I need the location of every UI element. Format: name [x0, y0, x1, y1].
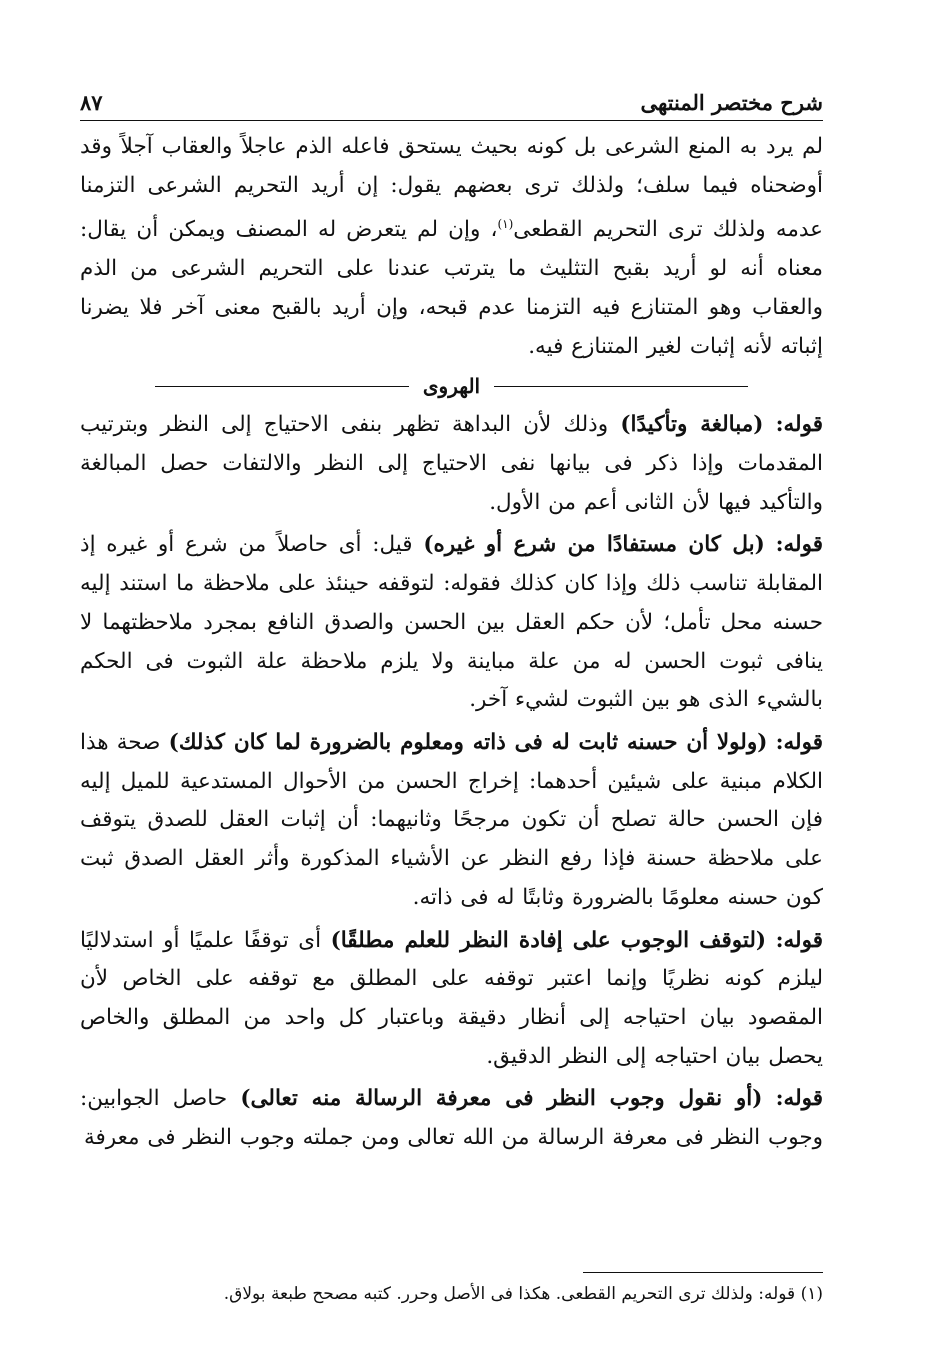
- footnote: (١) قوله: ولذلك ترى التحريم القطعى. هكذا فى الأصل وحرر. كتبه مصحح طبعة بولاق.: [223, 1284, 823, 1304]
- gloss-lead: قوله:: [775, 927, 823, 953]
- section-divider: [80, 366, 823, 406]
- footnote-rule: [583, 1272, 823, 1273]
- gloss-quote: (ولولا أن حسنه ثابت له فى ذاته ومعلوم بالضرورة لما كان كذلك): [168, 730, 768, 755]
- gloss-quote: (أو نقول وجوب النظر فى معرفة الرسالة منه تعالى): [240, 1086, 763, 1112]
- gloss-quote: (مبالغة وتأكيدًا): [620, 412, 764, 438]
- gloss-paragraph: [80, 724, 823, 918]
- page-number: ٨٧: [80, 90, 103, 115]
- commentary-text: لم يرد به المنع الشرعى بل كونه بحيث يستحق فاعله الذم عاجلاً والعقاب آجلاً وقد أوضحناه فيما سلف؛ ولذلك ترى بعضهم يقول: إن أريد التحريم الشرعى التزمنا عدمه ولذلك ترى التحريم القطعى: [80, 134, 824, 243]
- gloss-paragraph: [80, 922, 823, 1077]
- gloss-text: صحة هذا الكلام مبنية على شيئين أحدهما: إخراج الحسن من الأحوال المستدعية للميل إليه فإن الحسن حالة تصلح أن تكون مرجحًا وثانيهما: أن إثبات العقل للصدق يتوقف على ملاحظة حسنة فإذا رفع النظر عن الأشياء المذكورة وأثر العقل الصدق ثبت كون حسنه معلومًا بالضرورة وثابتًا له فى ذاته.: [80, 730, 823, 910]
- running-header: [80, 82, 823, 118]
- gloss-quote: (لتوقف الوجوب على إفادة النظر للعلم مطلقًا): [330, 927, 767, 953]
- gloss-lead: قوله:: [775, 532, 823, 558]
- gloss-text: أى توقفًا علميًا أو استدلاليًا ليلزم كونه نظريًا وإنما اعتبر توقفه على المطلق مع توقفه على الخاص لأن المقصود بيان احتياجه إلى أنظار دقيقة وباعتبار كل واحد من المطلق والخاص يحصل بيان احتياجه إلى النظر الدقيق.: [80, 927, 823, 1069]
- gloss-paragraph: [80, 406, 823, 522]
- commentary-section: [80, 128, 823, 366]
- gloss-quote: (بل كان مستفادًا من شرع أو غيره): [423, 532, 765, 558]
- gloss-section: [80, 406, 823, 1157]
- book-title: شرح مختصر المنتهى: [640, 90, 823, 115]
- commentary-paragraph: [80, 128, 823, 366]
- gloss-lead: قوله:: [775, 412, 823, 438]
- divider-label: الهروى: [422, 374, 481, 399]
- gloss-lead: قوله:: [775, 1086, 824, 1112]
- header-rule: [80, 120, 823, 121]
- divider-line-right: [494, 386, 748, 387]
- gloss-text: وذلك لأن البداهة تظهر بنفى الاحتياج إلى النظر وبترتيب المقدمات وإذا ذكر فى بيانها نفى الاحتياج إلى النظر والالتفات حصل المبالغة والتأكيد فيها لأن الثانى أعم من الأول.: [80, 412, 823, 515]
- commentary-text-continued: ، وإن لم يتعرض له المصنف ويمكن أن يقال: معناه أنه لو أريد بقبح التثليث ما يترتب عندنا على التحريم الشرعى من الذم والعقاب وهو المتنازع فيه التزمنا عدم قبحه، وإن أريد بالقبح معنى آخر فلا يضرنا إثباته لأنه إثبات لغير المتنازع فيه.: [80, 217, 823, 359]
- gloss-lead: قوله:: [775, 730, 823, 755]
- footnote-reference[interactable]: (١): [497, 217, 514, 232]
- gloss-paragraph: [80, 526, 823, 720]
- gloss-text: حاصل الجوابين: وجوب النظر فى معرفة الرسالة من الله تعالى ومن جملته وجوب النظر فى معرفة: [80, 1086, 823, 1151]
- divider-line-left: [155, 386, 409, 387]
- gloss-text: قيل: أى حاصلاً من شرع أو غيره إذ المقابلة تناسب ذلك وإذا كان كذلك فقوله: لتوقفه حينئذ على ملاحظة ما استند إليه حسنه محل تأمل؛ لأن حكم العقل بين الحسن والصدق النافع بمجرد ملاحظتهما لا ينافى ثبوت الحسن له من علة مباينة ولا يلزم ملاحظة علة الثبوت فى الحكم بالشيء الذى هو بين الثبوت لشيء آخر.: [80, 532, 823, 713]
- gloss-paragraph: [80, 1080, 823, 1157]
